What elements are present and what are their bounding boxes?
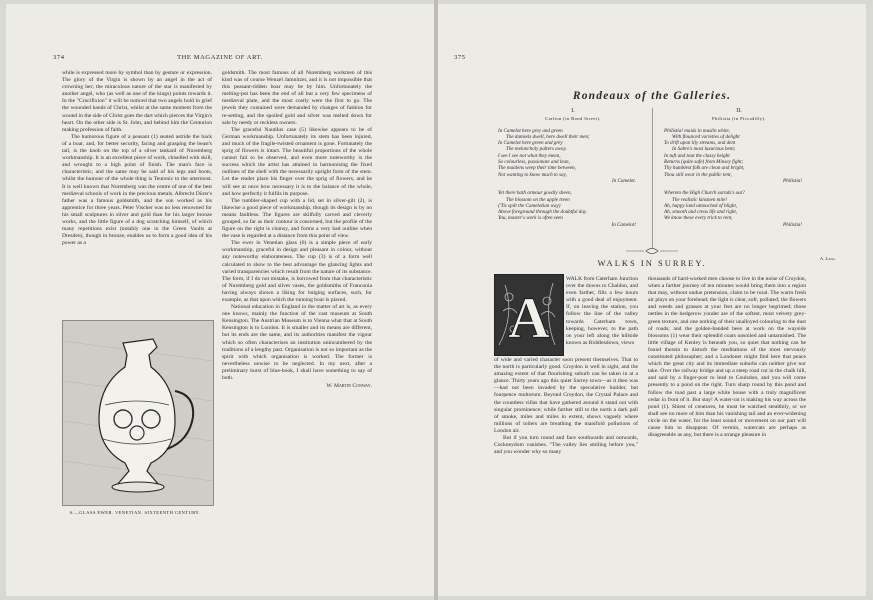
- poem-refrain: In Camelot!: [611, 221, 636, 228]
- poem-line: With flounced varieties of delight: [672, 133, 740, 140]
- left-page: [6, 4, 434, 596]
- left-running-head: THE MAGAZINE OF ART.: [177, 54, 263, 61]
- poem-line: In Sabre's most luxurious bent;: [672, 146, 736, 153]
- ornament-divider: [626, 246, 678, 256]
- poem-author: A. Lang.: [819, 256, 836, 261]
- poem-line: You, master's work is often seen: [498, 215, 563, 222]
- poem-carlton: [498, 108, 648, 228]
- poem-refrain: Philistia!: [783, 221, 802, 228]
- paragraph: of wide and varied character soon present themselves. That to the north is particularly good. Croydon is well in sight, and the amazing extent of that flourishing suburb can be taken in at a glance. Thirty years ago this quiet Surrey town—as it then was—had not been invaded by the speculative builder, but fourpence multorum. Beyond Croydon, the Crystal Palace and the countless villas that have gathered around it stand out with singular prominence; while farther still to the north a dark pall of smoke, miles and miles in extent, shows vaguely where millions of toilers are breathing the manifold pollutions of London air.: [494, 357, 638, 434]
- poem-philistia: [664, 108, 814, 228]
- poem-line: To drift upon lily streams, and dent: [664, 140, 736, 147]
- left-column-1: [62, 70, 212, 247]
- poem-line: The blossom on the apple treen: [506, 196, 570, 203]
- paragraph: WALK from Caterham Junction over the downs to Chaldon, and even farther, fills a few hours with a good deal of enjoyment. If, on leaving the station, you follow the line of the valley towards Caterham town, keeping, however, to the path on your left along the hillside known as Riddlesdown, views: [566, 276, 638, 346]
- poem-line: I see I see not what they mean,: [498, 152, 561, 159]
- poem-line: The maidens weep their time between,: [498, 165, 576, 172]
- poem-line: In Camelot here grey and green: [498, 127, 563, 134]
- paragraph: The ewer in Venetian glass (6) is a simple piece of early workmanship, graceful in design and pleasant in colour, without any noteworthy elaborateness. The cup (3) is of a form well calculated to show to the best advantage the glancing lights and varied transparencies which result from the nature of its substance. The form, if I do not mistake, is borrowed from that characteristic of Nuremberg gold and silver vases, the goldsmiths of Franconia having always shown a liking for bulging surfaces, such, for example, as that upon which the running boar is placed.: [222, 240, 372, 303]
- poem-line: Ah, happy land untouched of blight,: [664, 202, 738, 209]
- left-column-2: [222, 70, 372, 390]
- author-signature: W. Martin Conway.: [326, 383, 372, 390]
- poem-line: We know these every trick to rent,: [664, 215, 733, 222]
- left-page-number: 374: [53, 54, 65, 61]
- paragraph: while is expressed more by symbol than by gesture or expression. The glory of the Virgin is shown by an angel in the act of crowning her; the miraculous nature of the star is manifested by another angel, who (as well as one of the kings) points towards it. In the "Crucifixion" it will be noticed that two angels hold in grief the wounded hands of Christ, whilst at the same moment from the wound in the side of Christ goes the dart which pierces the Virgin's heart. On the other side is St. John, and behind him the Centurion making profession of faith.: [62, 70, 212, 133]
- poem-line: Thou still wear in the public tent,: [664, 171, 732, 178]
- poem-divider: [652, 108, 653, 248]
- decorative-initial: [494, 274, 564, 356]
- figure-caption: 6.—GLASS EWER. VENETIAN. SIXTEENTH CENTURY.: [70, 510, 201, 515]
- right-page-number: 375: [454, 54, 466, 61]
- poem-numeral: II.: [736, 108, 742, 114]
- poem-line: Whereto the High Church sarnds's out?: [664, 190, 745, 197]
- poem-line: Above foreground through the doubtful day.: [498, 209, 588, 216]
- poem-line: Not wanting to know much to say,: [498, 171, 567, 178]
- poem-line: The melancholy palters away.: [506, 146, 567, 153]
- poem-line: Philistia! maids in muslin white,: [664, 127, 731, 134]
- poem-line: Ah, smooth and creas life and right,: [664, 209, 738, 216]
- poem-line: In tuft and tout the classy height: [664, 152, 730, 159]
- poem-line: ('Tis spilt the Camelotian way): [498, 202, 561, 209]
- right-page-header: [438, 54, 866, 64]
- poem-numeral: I.: [571, 108, 575, 114]
- poem-line: The damsels dwell, here dwell their men;: [506, 133, 590, 140]
- poem-line: In Camelot here green and grey: [498, 140, 563, 147]
- walks-beside-initial: [566, 276, 638, 347]
- paragraph: The humorous figure of a peasant (1) seated astride the back of a boar, and, for better security, facing and grasping the beast's tail, is the knob on the top of a silver tankard of Nuremberg workmanship. It is an excellent piece of work, chiselled with skill, and wrought to a high point of finish. The man's face is characteristic, and the same may be said of his legs and boots, whilst the humour of the whole thing is Teutonic to the uttermost. It is well known that Nuremberg was the centre of one of the best mediæval schools of work in the precious metals. Albrecht Dürer's father was a famous goldsmith, and the son worked as his apprentice for three years. Peter Vischer was no less renowned for his small sculptures in silver and gold than for his larger bronze works, and the little figure of a dog scratching himself, of which many repetitions exist (notably one in the Green Vaults at Dresden), though in bronze, enables us to form a good idea of his power as a: [62, 133, 212, 247]
- poem-subtitle: Philistia (in Piccadilly).: [712, 116, 766, 122]
- glass-ewer-figure: [62, 320, 214, 506]
- paragraph: goldsmith. The most famous of all Nuremberg workmen of this kind was of course Wenzel Jamnitzer, and it is not impossible that this peasant-ridden boar may be by him. Unfortunately the melting-pot has been the end of all but a very few specimens of mediæval plate, and the most costly were the first to go. The jewels they contained were demanded by changes of fashion for re-setting, and the spoiled gold and silver was melted down for sale by needy or reckless owners.: [222, 70, 372, 126]
- walks-column-2: [648, 276, 806, 439]
- poem-refrain: In Camelot.: [611, 177, 636, 184]
- paragraph: The tumbler-shaped cup with a lid, set in silver-gilt (2), is likewise a good piece of workmanship, though its design is by no means faultless. The figures are skilfully carved and cleverly grouped, so far as their contour is concerned, but the profile of the figure on the right is clumsy, and forms a very bad outline when the vase is regarded at a distance from this point of view.: [222, 197, 372, 240]
- poem-line: Yet there hath armour goodly sheen,: [498, 190, 572, 197]
- right-page: [438, 4, 866, 596]
- walks-title: WALKS IN SURREY.: [597, 258, 707, 268]
- paragraph: thousands of hard-worked men choose to live in the noise of Croydon, when a farther journey of ten minutes would bring them into a region that may, without undue pretension, claim to be rural. The warm fresh air plays on your forehead; the light is clear, soft, polluted; the flowers and weeds and grasses at your feet are no longer begrimed; those nettles in the hedgerow yonder are of the softest, most velvety grey-green texture, and one nothing of their unalloyed colouring to the dust of roads; and the golden-banded bees at work on the wayside blossoms (1) wear their splendid coats unsoiled and untarnished. The little village of Kenley is beneath you, so quiet that nothing can be found therein to disturb the meditations of the most nervously constituted philosopher; and a Londoner might find here that peace which the great city and its immediate suburbs can neither give nor take. Over the railway bridge and up a steep road cut in the chalk hill, and said by a finger-post to lead to Coulsdon, and you will come presently to a pond on the right. Turn sharp round by this pond and follow the road past a large white house with a truly magnificent cedar in front of it. But stay! A water-rat is making his way across the pond (1). Shiest of creatures, he must be watched stealthily, or we shall see no more of him than his vanishing tail and an ever-widening circle on the water, for the least sound or movement on our part will cause him to disappear. Of vermin, watercats are perhaps as disagreeable as any, but there is a strange pleasure in: [648, 276, 806, 439]
- rondeau-title: Rondeaux of the Galleries.: [572, 90, 732, 102]
- poem-subtitle: Carlton (in Bond Street).: [545, 116, 601, 122]
- paragraph: But if you turn round and face southwards and outwards, Cockneydom vanishes. "The valley lies smiling before you," and you wonder why so many: [494, 435, 638, 456]
- leaf-pattern-icon: [495, 275, 563, 355]
- poem-line: So colourless, passionate and lean,: [498, 159, 570, 166]
- poem-line: Thy humblest folk are clean and bright,: [664, 165, 745, 172]
- poem-refrain: Philistia!: [783, 177, 802, 184]
- glass-ewer-illustration: [63, 321, 213, 505]
- poem-line: The realistic kinsmen mite!: [672, 196, 728, 203]
- poem-line: Returns (quite safe) from Minsey fight;: [664, 159, 744, 166]
- paragraph: National education in England in the matter of art is, as every one knows, mainly the function of the vast museum at South Kensington. The Austrian Museum is to Vienna what that at South Kensington is to London. It is smaller and its means are different, but its ends are the same, and its authorities manifest the vigour which so often characterises an institution unincumbered by the traditions of a lengthy past. Organisation is not so important as the spirit with which organisation is worked. The former is nevertheless unwise to be neglected. In my next, after a preliminary burst of blue-book, I shall have something to say of both.: [222, 304, 372, 382]
- walks-column-1: [494, 357, 638, 456]
- dropcap-letter: A: [508, 285, 550, 350]
- left-page-header: [6, 54, 434, 64]
- paragraph: The graceful Nautilus case (5) likewise appears to be of German workmanship. Unfortunately its stem has been injured, and much of the fragile-twisted ornament is gone. Fortunately the sprig of flowers is intact. The beautiful proportions of the whole cannot fail to be observed, and even more noteworthy is the success which the artist has attained in harmonising the fixed outlines of the shell with the necessarily upright form of the stem. Let the reader place his finger over the sprig of flowers, and he will see at once how necessary it is to the balance of the whole, and how perfectly it fulfils its purpose.: [222, 126, 372, 197]
